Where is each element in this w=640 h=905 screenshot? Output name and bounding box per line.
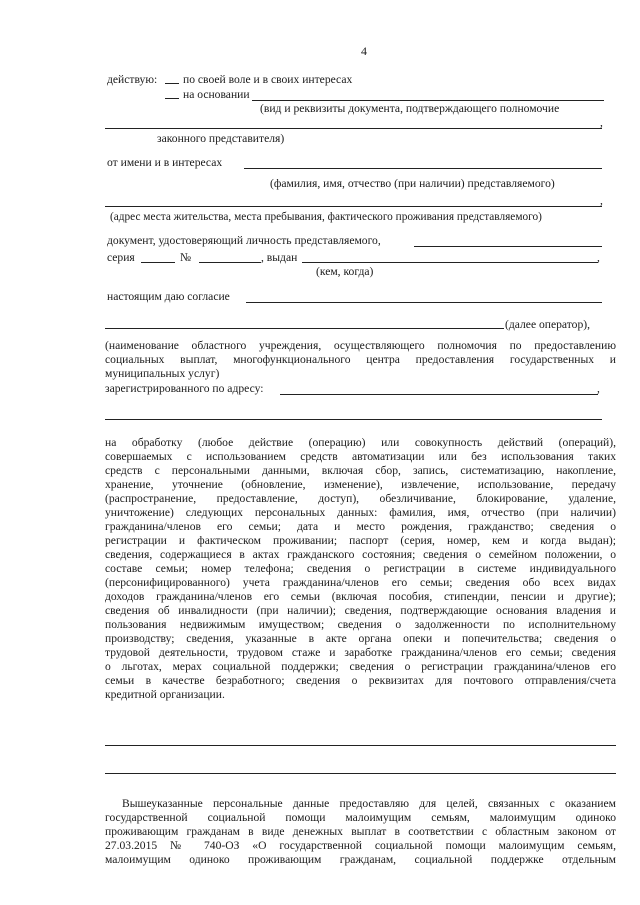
own-will-text: по своей воле и в своих интересах <box>183 73 353 86</box>
operator-field[interactable] <box>105 328 504 329</box>
document-page: 4 действую: по своей воле и в своих интересах на основании (вид и реквизиты документа, подтверждающего полномочие , законного представителя) от имени и в интересах (фамилия, имя, отчество (при наличии) представляемого) , (адрес места жительства, места пребывания, фактического проживания представляемого) документ, удостоверяющий личность представляемого, серия № , выдан , (кем, когда) настоящим даю согласие (далее оператор), (наименование областного учреждения, осуществляющего полномочия по предоставлению социальных выплат, многофункционального центра предоставления государственных и муниципальных услуг) зарегистрированного по адресу: , на обработку (любое действие (операцию) или совокупность действий (операций), совершаемых с использованием средств автоматизации или без использования таких средств с персональными данными, включая сбор, запись, систематизацию, накопление, хранение, уточнение (обновление, изменение), извлечение, использование, передачу (распространение, предоставление, доступ), обезличивание, блокирование, удаление, уничтожение) следующих персональных данных: фамилия, имя, отчество (при наличии) гражданина/членов его семьи; дата и место рождения, гражданство; сведения о регистрации и фактическом проживании; паспорт (серия, номер, кем и когда выдан); сведения, содержащиеся в актах гражданского состояния; сведения о семейном положении, о составе семьи; номер телефона; сведения о регистрации в системе индивидуального (персонифицированного) учета гражданина/членов его семьи; сведения обо всех видах доходов гражданина/членов его семьи (включая пособия, стипендии, пенсии и другие); сведения об инвалидности (при наличии); сведения, подтверждающие основания владения и пользования недвижимым имуществом; сведения о задолженности по исполнительному производству; сведения, указанные в акте органа опеки и попечительства; сведения о трудовой деятельности, трудовом стаже и заработке гражданина/членов его семьи; сведения о льготах, мерах социальной поддержки; сведения о регистрации гражданина/членов его семьи в качестве безработного; сведения о реквизитах для почтового отправления/счета кредитной организации. Вышеуказанные персональные данные предоставляю для целей, связанных с оказанием государственной социальной помощи малоимущим семьям, малоимущим одиноко проживающим гражданам в виде денежных выплат в соответствии с областным законом от 27.03.2015 № 740-ОЗ «О государственной социальной помощи малоимущим семьям, малоимущим одиноко проживающим гражданам, социальной поддержке отдельным <box>105 44 616 866</box>
operator-caption-line-2: социальных выплат, многофункционального центра предоставления государственных и <box>105 353 616 366</box>
processing-line: сведения об инвалидности (при наличии); сведения, подтверждающие основания владения и <box>105 604 616 617</box>
on-basis-checkbox-line[interactable] <box>165 98 179 99</box>
issued-field[interactable] <box>302 262 598 263</box>
processing-line: трудовой деятельности, трудовом стаже и заработке гражданина/членов его семьи; сведения <box>105 646 616 659</box>
processing-line: на обработку (любое действие (операцию) или совокупность действий (операций), <box>105 436 616 449</box>
issued-label: , выдан <box>261 251 298 264</box>
processing-line: сведения, содержащиеся в актах гражданского состояния; сведения о семейном положении, о <box>105 548 616 561</box>
on-behalf-caption: (фамилия, имя, отчество (при наличии) представляемого) <box>270 177 555 190</box>
processing-line: кредитной организации. <box>105 688 225 701</box>
operator-caption-line-1: (наименование областного учреждения, осуществляющего полномочия по предоставлению <box>105 339 616 352</box>
address-caption: (адрес места жительства, места пребывания, фактического проживания представляемого) <box>110 211 542 223</box>
doc-caption-2: законного представителя) <box>157 132 285 145</box>
consent-label: настоящим даю согласие <box>107 290 230 303</box>
on-behalf-field[interactable] <box>244 168 602 169</box>
processing-line: (персонифицированного) учета гражданина/членов его семьи; сведения обо всех видах <box>105 576 616 589</box>
purpose-line: проживающим гражданам в виде денежных выплат в соответствии с областным законом от <box>105 825 616 838</box>
series-field[interactable] <box>141 262 175 263</box>
extra-data-field-2[interactable] <box>105 773 616 774</box>
processing-line: о льготах, мерах социальной поддержки; сведения о регистрации гражданина/членов его <box>105 660 616 673</box>
purpose-line: 27.03.2015 № 740-ОЗ «О государственной социальной помощи малоимущим семьям, <box>105 839 616 852</box>
registered-label: зарегистрированного по адресу: <box>105 382 264 395</box>
processing-line: уничтожение) следующих персональных данных: фамилия, имя, отчество (при наличии) <box>105 506 616 519</box>
on-basis-text: на основании <box>183 88 250 101</box>
processing-line: регистрации и фактическом проживании; паспорт (серия, номер, кем и когда выдан); <box>105 534 616 547</box>
identity-doc-field[interactable] <box>414 246 602 247</box>
operator-suffix: (далее оператор), <box>505 318 591 331</box>
processing-line: доходов гражданина/членов его семьи (включая пособия, стипендии, пенсии и другие); <box>105 590 616 603</box>
own-will-checkbox-line[interactable] <box>165 83 179 84</box>
processing-line: хранение, уточнение (обновление, изменение), извлечение, использование, передачу <box>105 478 616 491</box>
number-field[interactable] <box>199 262 261 263</box>
identity-doc-label: документ, удостоверяющий личность представляемого, <box>107 234 381 247</box>
processing-line: составе семьи; номер телефона; сведения о регистрации в системе индивидуального <box>105 562 616 575</box>
on-behalf-label: от имени и в интересах <box>107 156 223 169</box>
processing-line: совершаемых с использованием средств автоматизации или без использования таких <box>105 450 616 463</box>
registered-field-2[interactable] <box>105 419 602 420</box>
processing-line: гражданина/членов его семьи; дата и место рождения, гражданство; сведения о <box>105 520 616 533</box>
acting-label: действую: <box>107 73 158 86</box>
processing-line: семьи в качестве безработного; сведения о реквизитах для почтового отправления/счета <box>105 674 616 687</box>
purpose-line: малоимущим одиноко проживающим гражданам, социальной поддержке отдельным <box>105 853 616 866</box>
processing-line: (распространение, предоставление, доступ), обезличивание, блокирование, удаление, <box>105 492 616 505</box>
consent-field[interactable] <box>246 302 602 303</box>
purpose-line: государственной социальной помощи малоимущим семьям, малоимущим одиноко <box>105 811 616 824</box>
processing-line: средств с персональными данными, включая сбор, запись, систематизацию, накопление, <box>105 464 616 477</box>
address-field[interactable] <box>105 206 602 207</box>
doc-field-2[interactable] <box>105 128 602 129</box>
on-basis-field[interactable] <box>252 100 604 101</box>
purpose-line: Вышеуказанные персональные данные предоставляю для целей, связанных с оказанием <box>122 797 616 810</box>
operator-caption-line-3: муниципальных услуг) <box>105 367 220 380</box>
registered-field[interactable] <box>280 394 598 395</box>
page-number: 4 <box>361 44 367 58</box>
doc-caption: (вид и реквизиты документа, подтверждающего полномочие <box>260 102 560 115</box>
extra-data-field-1[interactable] <box>105 745 616 746</box>
issued-caption: (кем, когда) <box>316 265 374 278</box>
processing-line: пользования недвижимым имуществом; сведения о задолженности по исполнительному <box>105 618 616 631</box>
series-label: серия <box>107 251 135 264</box>
processing-line: производству; сведения, указанные в акте органа опеки и попечительства; сведения о <box>105 632 616 645</box>
number-sign: № <box>180 251 192 264</box>
